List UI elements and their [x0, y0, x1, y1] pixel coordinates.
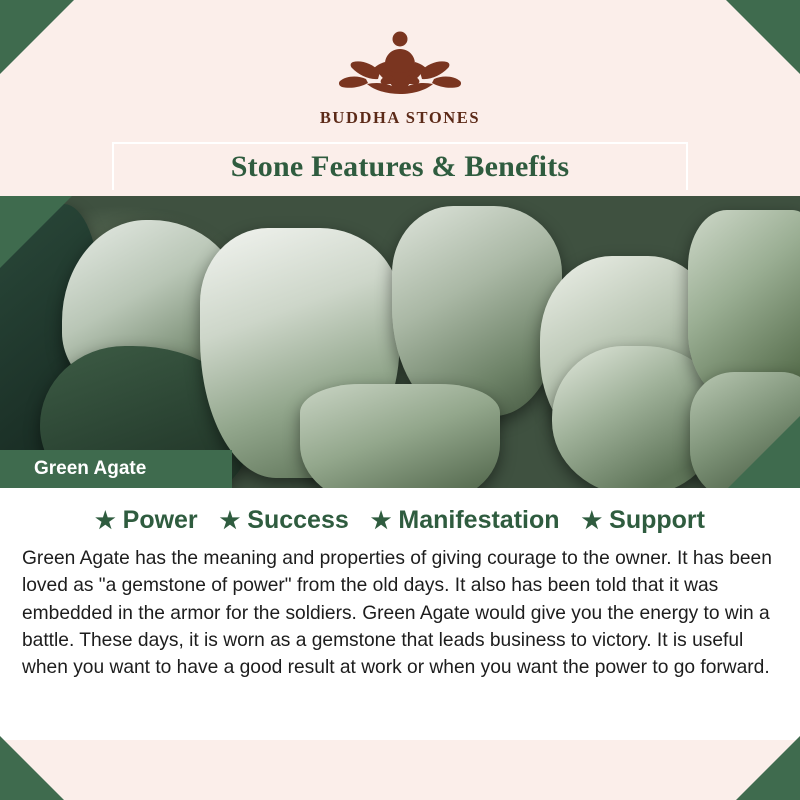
footer-corner-right-decoration — [736, 736, 800, 800]
star-icon: ★ — [219, 507, 241, 533]
header-section — [0, 0, 800, 196]
keyword-label: Power — [122, 506, 198, 534]
brand-name: BUDDHA STONES — [319, 108, 481, 127]
keyword-item-success — [220, 506, 349, 535]
keyword-label: Support — [609, 506, 705, 534]
stone-shape — [300, 384, 500, 488]
star-icon: ★ — [370, 507, 392, 533]
footer-corner-left-decoration — [0, 736, 64, 800]
star-icon: ★ — [95, 507, 116, 533]
photo-corner-left-decoration — [0, 196, 72, 268]
brand-logo — [0, 22, 800, 128]
title-band — [112, 142, 688, 190]
keyword-list — [22, 506, 778, 535]
keyword-label: Success — [247, 506, 349, 534]
keyword-label: Manifestation — [398, 506, 560, 534]
keyword-item-manifestation — [371, 506, 560, 535]
page-title: Stone Features & Benefits — [230, 150, 570, 183]
keyword-item-power — [95, 506, 198, 535]
star-icon: ★ — [581, 507, 603, 533]
stone-photo — [0, 196, 800, 488]
description-section — [0, 488, 800, 800]
photo-corner-right-decoration — [728, 416, 800, 488]
description-card — [0, 488, 800, 740]
lotus-meditation-icon — [336, 22, 464, 104]
keyword-item-support — [582, 506, 705, 535]
description-text: Green Agate has the meaning and properties of giving courage to the owner. It has been loved as "a gemstone of power" from the old days. It also has been told that it was embedded in the armor for the soldiers. Green Agate would give you the energy to win a battle. These days, it is worn as a gemstone that leads business to victory. It is useful when you want to have a good result at work or when you want the power to go forward. — [22, 548, 772, 679]
stone-name-badge: Green Agate — [0, 450, 232, 488]
